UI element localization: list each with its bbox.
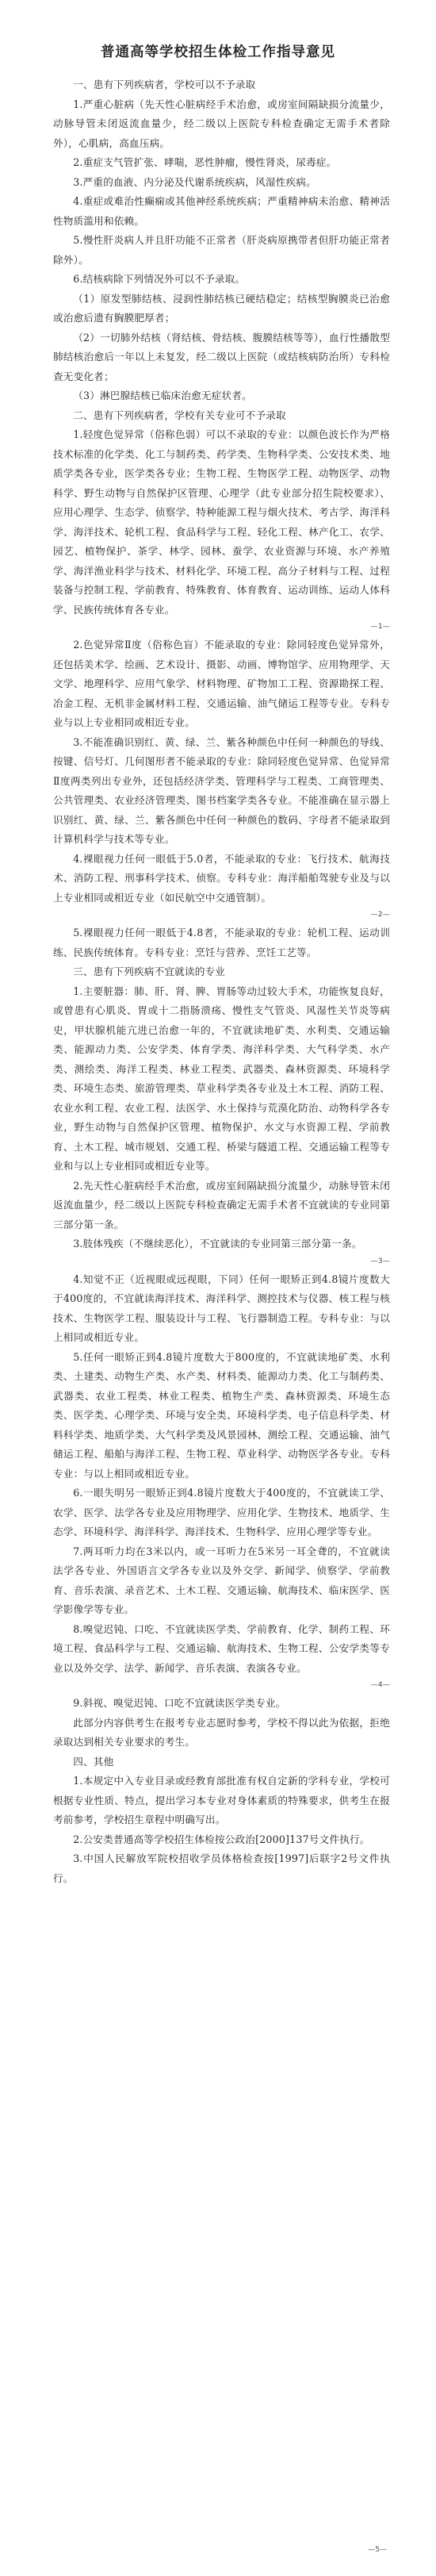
paragraph: 2.先天性心脏病经手术治愈，或房室间隔缺损分流量少，动脉导管未闭返流血量少，经二级以上医院专科检查确定无需手术者不宜就读的专业同第三部分第一条。	[53, 1179, 390, 1230]
section-heading: 二、患有下列疾病者，学校有关专业可不予录取	[73, 409, 286, 421]
document-title: 普通高等学校招生体检工作指导意见	[101, 44, 335, 60]
paragraph: 4.重症或难治性癫痫或其他神经系统疾病；严重精神病未治愈、精神活性物质滥用和依赖。	[53, 195, 390, 227]
page-number: —5—	[368, 2546, 387, 2554]
paragraph: 1.主要脏器：肺、肝、肾、脾、胃肠等动过较大手术，功能恢复良好，或曾患有心肌炎、胃或十二指肠溃疡、慢性支气管炎、风湿性关节炎等病史，甲状腺机能亢进已治愈一年的，不宜就读地矿类、水利类、交通运输类、能源动力类、公安学类、体育学类、海洋科学类、大气科学类、水产类、测绘类、海洋工程类、林业工程类、武器类、森林资源类、环境科学类、环境生态类、旅游管理类、草业科学类各专业及土木工程、消防工程、农业水利工程、农业工程、法医学、水土保持与荒漠化防治、动物科学各专业，野生动物与自然保护区管理、植物保护、水文与水资源工程、学前教育、土木工程、城市规划、交通工程、桥梁与隧道工程、交通运输工程等专业和与以上专业相同或相近专业等。	[53, 985, 390, 1172]
section-heading: 一、患有下列疾病者，学校可以不予录取	[73, 79, 256, 90]
paragraph: 3.肢体残疾（不继续恶化），不宜就读的专业同第三部分第一条。	[73, 1238, 362, 1250]
page-mark: —2—	[370, 911, 390, 919]
paragraph: 3.严重的血液、内分泌及代谢系统疾病，风湿性疾病。	[73, 175, 316, 188]
paragraph: 6.结核病除下列情况外可以不予录取。	[73, 273, 246, 285]
paragraph: （1）原发型肺结核、浸润性肺结核已硬结稳定；结核型胸膜炎已治愈或治愈后遗有胸膜肥厚者；	[53, 292, 390, 324]
paragraph: 5.裸眼视力任何一眼低于4.8者，不能录取的专业：轮机工程、运动训练、民族传统体育。专科专业：烹饪与营养、烹饪工艺等。	[53, 927, 390, 958]
document-body	[53, 75, 390, 1888]
paragraph: 6.一眼失明另一眼矫正到4.8镜片度数大于400度的，不宜就读工学、农学、医学、法学各专业及应用物理学、应用化学、生物技术、地质学、生态学、环境科学、海洋科学、海洋技术、生物科学、应用心理学等专业。	[53, 1487, 390, 1538]
paragraph: 3.不能准确识别红、黄、绿、兰、紫各种颜色中任何一种颜色的导线、按键、信号灯、几何图形者不能录取的专业：除同轻度色觉异常、色觉异常Ⅱ度两类列出专业外，还包括经济学类、管理科学与工程类、工商管理类、公共管理类、农业经济管理类、图书档案学类各专业。不能准确在显示器上识别红、黄、绿、兰、紫各颜色中任何一种颜色的数码、字母者不能录取到计算机科学与技术等专业。	[53, 735, 390, 845]
paragraph: 1.严重心脏病（先天性心脏病经手术治愈，或房室间隔缺损分流量少，动脉导管未闭返流血量少，经二级以上医院专科检查确定无需手术者除外），心肌病，高血压病。	[53, 98, 390, 149]
page-mark: —3—	[370, 1257, 390, 1265]
paragraph: 5.任何一眼矫正到4.8镜片度数大于800度的，不宜就读地矿类、水利类、土建类、动物生产类、水产类、材料类、能源动力类、化工与制药类、武器类、农业工程类、林业工程类、植物生产类、森林资源类、环境生态类、医学类、心理学类、环境与安全类、环境科学类、电子信息科学类、材料科学类、地质学类、大气科学类及风景园林、测绘工程、交通运输、油气储运工程、船舶与海洋工程、生物工程、草业科学、动物医学各专业。专科专业：与以上相同或相近专业。	[53, 1350, 390, 1480]
paragraph: 4.裸眼视力任何一眼低于5.0者，不能录取的专业：飞行技术、航海技术、消防工程、刑事科学技术、侦察。专科专业：海洋船舶驾驶专业及与以上专业相同或相近专业（如民航空中交通管制）。	[53, 852, 390, 904]
paragraph: 7.两耳听力均在3米以内，或一耳听力在5米另一耳全聋的，不宜就读法学各专业、外国语言文学各专业以及外交学、新闻学、侦察学、学前教育、音乐表演、录音艺术、土木工程、交通运输、航海技术、临床医学、医学影像学等专业。	[53, 1545, 390, 1615]
paragraph: 2.色觉异常Ⅱ度（俗称色盲）不能录取的专业：除同轻度色觉异常外，还包括美术学、绘画、艺术设计、摄影、动画、博物馆学、应用物理学、天文学、地理科学、应用气象学、材料物理、矿物加工工程、资源勘探工程、冶金工程、无机非金属材料工程、交通运输、油气储运工程等专业。专科专业与以上专业相同或相近专业。	[53, 639, 390, 728]
section-heading: 四、其他	[73, 1755, 114, 1768]
paragraph: 9.斜视、嗅觉迟钝、口吃不宜就读医学类专业。	[73, 1697, 286, 1709]
paragraph: 2.重症支气管扩张、哮喘，恶性肿瘤，慢性肾炎，尿毒症。	[73, 156, 337, 168]
section-heading: 三、患有下列疾病不宜就读的专业	[73, 966, 226, 977]
paragraph: 4.知觉不正（近视眼或远视眼，下同）任何一眼矫正到4.8镜片度数大于400度的，不宜就读海洋技术、海洋科学、测控技术与仪器、核工程与核技术、生物医学工程、服装设计与工程、飞行器制造工程。专科专业：与以上相同或相近专业。	[53, 1273, 390, 1343]
paragraph: （3）淋巴腺结核已临床治愈无症状者。	[73, 390, 252, 401]
page-mark: —4—	[370, 1681, 390, 1689]
paragraph: 2.公安类普通高等学校招生体检按公政治[2000]137号文件执行。	[73, 1833, 370, 1845]
paragraph: 5.慢性肝炎病人并且肝功能不正常者（肝炎病原携带者但肝功能正常者除外）。	[53, 234, 390, 266]
paragraph: 3.中国人民解放军院校招收学员体格检查按[1997]后联字2号文件执行。	[53, 1852, 390, 1884]
paragraph: 此部分内容供考生在报考专业志愿时参考，学校不得以此为依据，拒绝录取达到相关专业要求的考生。	[53, 1716, 390, 1748]
page-mark: —1—	[370, 623, 390, 631]
paragraph: （2）一切肺外结核（肾结核、骨结核、腹膜结核等等），血行性播散型肺结核治愈后一年以上未复发，经二级以上医院（或结核病防治所）专科检查无变化者；	[53, 331, 390, 382]
paragraph: 1.轻度色觉异常（俗称色弱）可以不录取的专业：以颜色波长作为严格技术标准的化学类、化工与制药类、药学类、生物科学类、公安技术类、地质学类各专业，医学类各专业；生物工程、生物医学工程、动物医学、动物科学、野生动物与自然保护区管理、心理学（此专业部分招生院校要求）、应用心理学、生态学、侦察学、特种能源工程与烟火技术、考古学、海洋科学、海洋技术、轮机工程、食品科学与工程、轻化工程、林产化工、农学、园艺、植物保护、茶学、林学、园林、蚕学、农业资源与环境、水产养殖学、海洋渔业科学与技术、材料化学、环境工程、高分子材料与工程、过程装备与控制工程、学前教育、特殊教育、体育教育、运动训练、运动人体科学、民族传统体育各专业。	[53, 428, 390, 616]
paragraph: 8.嗅觉迟钝、口吃、不宜就读医学类、学前教育、化学、制药工程、环境工程、食品科学与工程、交通运输、航海技术、生物工程、公安学类等专业以及外交学、法学、新闻学、音乐表演、表演各专业。	[53, 1622, 390, 1674]
paragraph: 1.本规定中入专业目录或经教育部批准有权自定新的学科专业，学校可根据专业性质、特点，提出学习本专业对身体素质的特殊要求，供考生在报考前参考，学校招生章程中明确写出。	[53, 1775, 390, 1825]
